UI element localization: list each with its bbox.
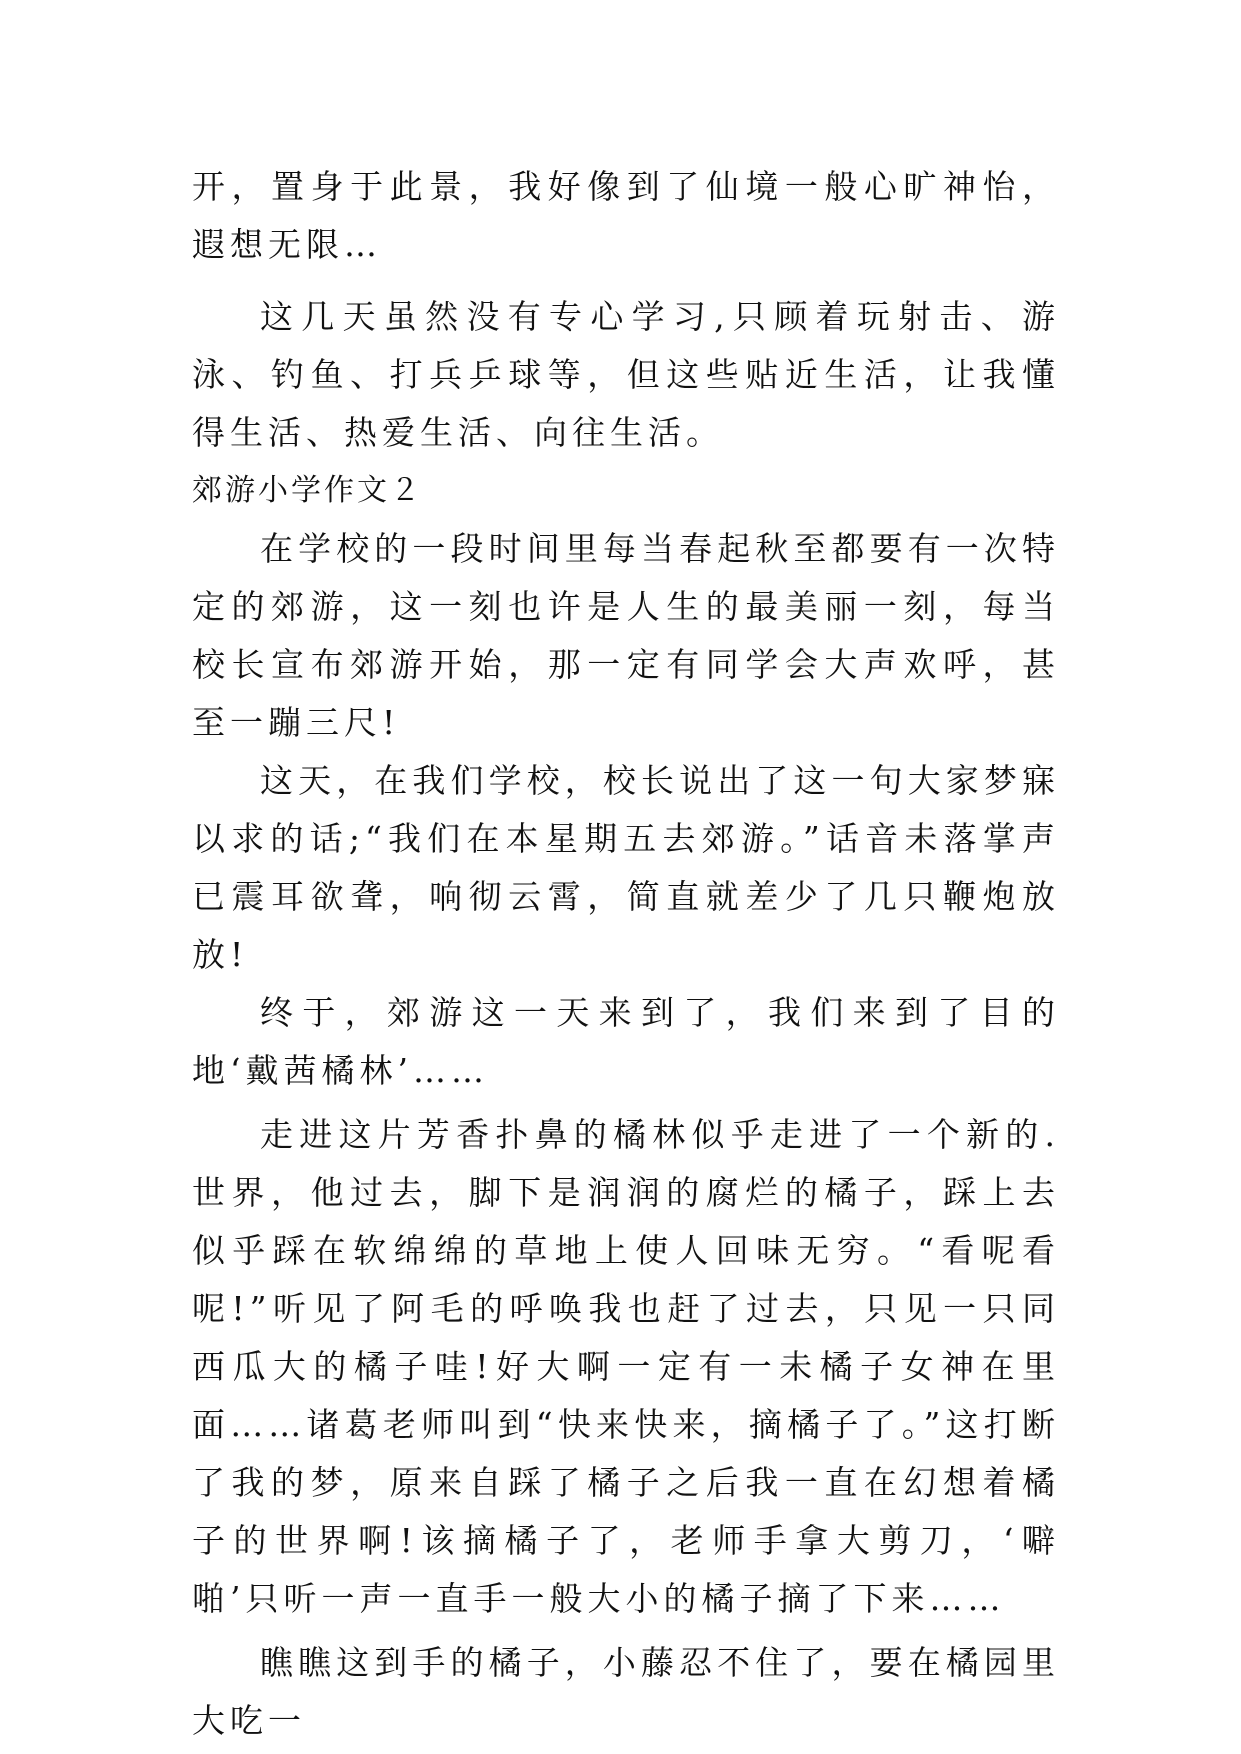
paragraph: 走进这片芳香扑鼻的橘林似乎走进了一个新的.世界，他过去，脚下是润润的腐烂的橘子，踩上去似乎踩在软绵绵的草地上使人回味无穷。“看呢看呢!”听见了阿毛的呼唤我也赶了过去，只见一只同西瓜大的橘子哇!好大啊一定有一未橘子女神在里面……诸葛老师叫到“快来快来，摘橘子了。”这打断了我的梦，原来自踩了橘子之后我一直在幻想着橘子的世界啊!该摘橘子了，老师手拿大剪刀，‘噼啪’只听一声一直手一般大小的橘子摘了下来…… (192, 1115, 1060, 1618)
document-page (192, 158, 1060, 1750)
carryover-paragraph: 开，置身于此景，我好像到了仙境一般心旷神怡，遐想无限… (192, 167, 1060, 264)
paragraph: 瞧瞧这到手的橘子，小藤忍不住了，要在橘园里大吃一 (192, 1643, 1060, 1740)
paragraph: 终于，郊游这一天来到了，我们来到了目的地‘戴茜橘林’…… (192, 993, 1060, 1090)
essay-title: 郊游小学作文２ (192, 473, 423, 508)
paragraph: 在学校的一段时间里每当春起秋至都要有一次特定的郊游，这一刻也许是人生的最美丽一刻，每当校长宣布郊游开始，那一定有同学会大声欢呼，甚至一蹦三尺! (192, 529, 1060, 742)
paragraph: 这几天虽然没有专心学习,只顾着玩射击、游泳、钓鱼、打兵乒球等，但这些贴近生活，让我懂得生活、热爱生活、向往生活。 (192, 297, 1060, 452)
paragraph: 这天，在我们学校，校长说出了这一句大家梦寐以求的话;“我们在本星期五去郊游。”话音未落掌声已震耳欲聋，响彻云霄，简直就差少了几只鞭炮放放! (192, 761, 1060, 974)
